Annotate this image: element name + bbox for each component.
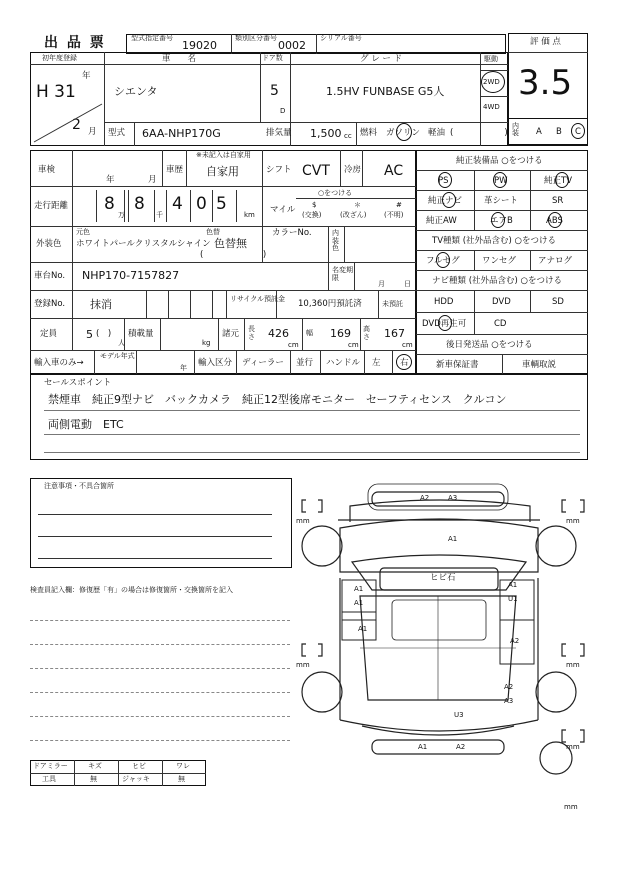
model-year-unit: 年 [180, 364, 187, 372]
interior-b: B [556, 127, 562, 137]
mileage-label: 走行距離 [34, 201, 69, 211]
dmg-right-qtr-1: A2 [504, 683, 514, 691]
int-color-label: 内装色 [332, 229, 339, 253]
tv-oneseg: ワンセグ [482, 256, 517, 266]
len-unit: cm [288, 341, 299, 349]
sheet-title: 出 品 票 [44, 35, 106, 51]
car-name-value: シエンタ [114, 85, 158, 98]
disp-value: 1,500 [310, 127, 342, 140]
meter-unknown: # [396, 201, 402, 209]
missing-h-1: キズ [88, 762, 102, 770]
import-div-label: 輸入区分 [198, 358, 233, 368]
missing-v-3: 無 [178, 775, 185, 783]
nav-dvd-play: DVD再生可 [422, 319, 467, 329]
mileage-d2: 8 [134, 194, 145, 214]
nav-dvd: DVD [492, 297, 511, 307]
handle-right: 右 [400, 358, 409, 368]
fuel-diesel: 軽油 [428, 128, 446, 138]
color-label: 外装色 [36, 239, 62, 249]
hgt-value: 167 [384, 327, 405, 340]
meter-unknown-sub: (不明) [384, 211, 404, 219]
sales-line-1: 禁煙車 純正9型ナビ バックカメラ 純正12型後席モニター セーフティセンス クルコン [48, 393, 507, 406]
serial-label: シリアル番号 [320, 34, 362, 42]
dmg-rear-2: A3 [448, 494, 458, 502]
class-no-label: 類別区分番号 [235, 34, 277, 42]
dmg-left-front-1: A1 [354, 585, 364, 593]
later-head: 後日発送品 ○をつける [446, 340, 533, 350]
mm-rear-right: mm [566, 517, 580, 525]
disp-label: 排気量 [266, 128, 292, 138]
hgt-unit: cm [402, 341, 413, 349]
dmg-front-panel: U3 [454, 711, 464, 719]
color-code-label: カラーNo. [272, 228, 312, 238]
meter-tamper: ＊ [354, 201, 361, 209]
later-warranty: 新車保証書 [436, 360, 479, 370]
equip-airbag: エアB [490, 216, 513, 226]
notes-label: 注意事項・不具合箇所 [44, 482, 114, 490]
dmg-left-front-2: A1 [354, 599, 364, 607]
recycle-value: 10,360円預託済 [298, 299, 362, 309]
inspection-year: 年 [106, 175, 115, 185]
missing-h-3: ワレ [176, 762, 190, 770]
missing-h-2: ヒビ [132, 762, 146, 770]
missing-h-0: ドアミラー [33, 762, 68, 770]
mm-rear-left: mm [296, 517, 310, 525]
mm-front-left: mm [296, 661, 310, 669]
ac-label: 冷房 [344, 165, 362, 175]
load-label: 積載量 [128, 329, 154, 339]
meter-exchange-sub: (交換) [302, 211, 322, 219]
import-dealer: ディーラー [242, 358, 284, 368]
doors-value: 5 [270, 83, 279, 99]
interior-a: A [536, 127, 542, 137]
mileage-unit-man: 万 [118, 211, 125, 219]
equip-pw: PW [494, 176, 508, 186]
recycle-status: 未預託 [382, 300, 403, 308]
sales-label: セールスポイント [44, 378, 112, 388]
miles-label: マイル [270, 205, 296, 215]
fuel-other: ( ) [450, 128, 508, 138]
fuel-gasoline: ガソリン [386, 128, 421, 138]
mm-spare: mm [566, 743, 580, 751]
inspector-note: 検査員記入欄：修復歴「有」の場合は修復箇所・交換箇所を記入 [30, 586, 233, 594]
tv-fullseg: フルセグ [426, 256, 460, 266]
inspection-label: 車検 [38, 165, 56, 175]
drive-label: 駆動 [484, 55, 498, 63]
equipment-head: 純正装備品 ○をつける [456, 156, 543, 166]
meter-exchange: $ [312, 201, 317, 209]
import-label: 輸入車のみ→ [34, 358, 84, 368]
nav-sd: SD [552, 297, 564, 307]
mileage-km: km [244, 211, 255, 219]
mileage-d4: 0 [196, 194, 207, 214]
fuel-label: 燃料 [360, 128, 378, 138]
handle-label: ハンドル [326, 358, 361, 368]
type-no-label: 型式指定番号 [131, 34, 173, 42]
type-no-value: 19020 [182, 39, 217, 52]
nav-cd: CD [494, 319, 507, 329]
usage-note: ※未記入は自家用 [196, 151, 251, 159]
equip-leather: 革シート [484, 196, 519, 206]
disp-unit: cc [344, 132, 352, 140]
first-reg-label: 初年度登録 [42, 54, 77, 62]
name-change-day: 日 [404, 280, 411, 288]
grade-value: 1.5HV FUNBASE G5人 [326, 85, 445, 98]
equip-tv: 純正TV [544, 176, 573, 186]
interior-label: 内装 [512, 122, 519, 137]
dmg-left-rear: A1 [358, 625, 368, 633]
color-change-value: 色替無 [214, 237, 247, 250]
model-label: 型式 [108, 128, 126, 138]
meter-tamper-sub: (改ざん) [340, 211, 367, 219]
mm-spare-2: mm [564, 803, 578, 811]
capacity-unit: 人 [118, 339, 125, 347]
score-value: 3.5 [518, 63, 573, 103]
equip-aw: 純正AW [426, 216, 457, 226]
drive-2wd: 2WD [483, 78, 500, 86]
dmg-rear-1: A2 [420, 494, 430, 502]
handle-left: 左 [372, 358, 381, 368]
shift-label: シフト [266, 165, 292, 175]
orig-color-label: 元色 [76, 228, 90, 236]
later-manual: 車輌取説 [522, 360, 557, 370]
doors-label: ドア数 [262, 54, 283, 62]
dmg-right-front-1: A1 [508, 581, 518, 589]
wid-unit: cm [348, 341, 359, 349]
dmg-front-bumper-2: A2 [456, 743, 466, 751]
mileage-d1: 8 [104, 194, 115, 214]
wid-label: 幅 [306, 329, 313, 337]
grade-label: グ レ ー ド [360, 54, 403, 64]
meter-head: ○をつける [318, 189, 353, 197]
missing-v-1: 無 [90, 775, 97, 783]
reg-no-label: 登録No. [34, 299, 66, 309]
mm-front-right: mm [566, 661, 580, 669]
color-paren: ( ) [200, 250, 267, 260]
missing-v-0: 工具 [42, 775, 56, 783]
equip-sr: SR [552, 196, 564, 206]
usage-label: 車歴 [166, 165, 184, 175]
equip-nav: 純正ナビ [428, 196, 463, 206]
interior-c: C [575, 127, 581, 137]
name-change-label: 名変期限 [332, 266, 353, 283]
missing-v-2: ジャッキ [122, 775, 150, 783]
mileage-unit-sen: 千 [156, 211, 163, 219]
hgt-label: 高さ [363, 325, 370, 341]
dmg-right-rear: A2 [510, 637, 520, 645]
dims-label: 諸元 [222, 329, 240, 339]
capacity-label: 定員 [40, 329, 58, 339]
dmg-right-front-2: U1 [508, 595, 518, 603]
car-name-label: 車 名 [162, 54, 197, 64]
mileage-d3: 4 [172, 194, 183, 214]
dmg-glass: ヒビ石 [430, 573, 456, 583]
shift-value: CVT [302, 163, 330, 179]
model-value: 6AA-NHP170G [142, 127, 221, 140]
nav-hdd: HDD [434, 297, 454, 307]
year-unit: 年 [82, 71, 91, 81]
len-value: 426 [268, 327, 289, 340]
class-no-value: 0002 [278, 39, 306, 52]
reg-no-value: 抹消 [90, 298, 112, 311]
score-label: 評 価 点 [530, 37, 561, 47]
drive-4wd: 4WD [483, 103, 500, 111]
equip-ps: PS [438, 176, 449, 186]
chassis-value: NHP170-7157827 [82, 269, 180, 282]
tv-head: TV種類 (社外品含む) ○をつける [432, 236, 556, 246]
sales-line-2: 両側電動 ETC [48, 418, 124, 431]
capacity-value: 5 [86, 328, 93, 341]
import-parallel: 並行 [296, 358, 314, 368]
ac-value: AC [384, 163, 404, 179]
usage-value: 自家用 [206, 165, 239, 178]
model-year-label: モデル年式 [100, 352, 135, 360]
load-unit: kg [202, 339, 211, 347]
equip-abs: ABS [546, 216, 563, 226]
nav-head: ナビ種類 (社外品含む) ○をつける [432, 276, 562, 286]
wid-value: 169 [330, 327, 351, 340]
tv-analog: アナログ [538, 256, 573, 266]
recycle-label: リサイクル預託金 [230, 295, 286, 303]
orig-color-value: ホワイトパールクリスタルシャイン [76, 239, 211, 249]
dmg-right-qtr-2: A3 [504, 697, 514, 705]
len-label: 長さ [248, 325, 255, 341]
first-reg-month: 2 [72, 117, 81, 133]
inspection-month: 月 [148, 175, 157, 185]
chassis-label: 車台No. [34, 271, 66, 281]
first-reg-era: H 31 [36, 82, 76, 102]
color-change-label: 色替 [206, 228, 220, 236]
name-change-month: 月 [378, 280, 385, 288]
dmg-front-bumper-1: A1 [418, 743, 428, 751]
mileage-d5: 5 [216, 194, 227, 214]
capacity-paren: ( ) [96, 329, 112, 339]
month-unit: 月 [88, 127, 97, 137]
dmg-roof: A1 [448, 535, 458, 543]
doors-d: D [280, 107, 286, 115]
